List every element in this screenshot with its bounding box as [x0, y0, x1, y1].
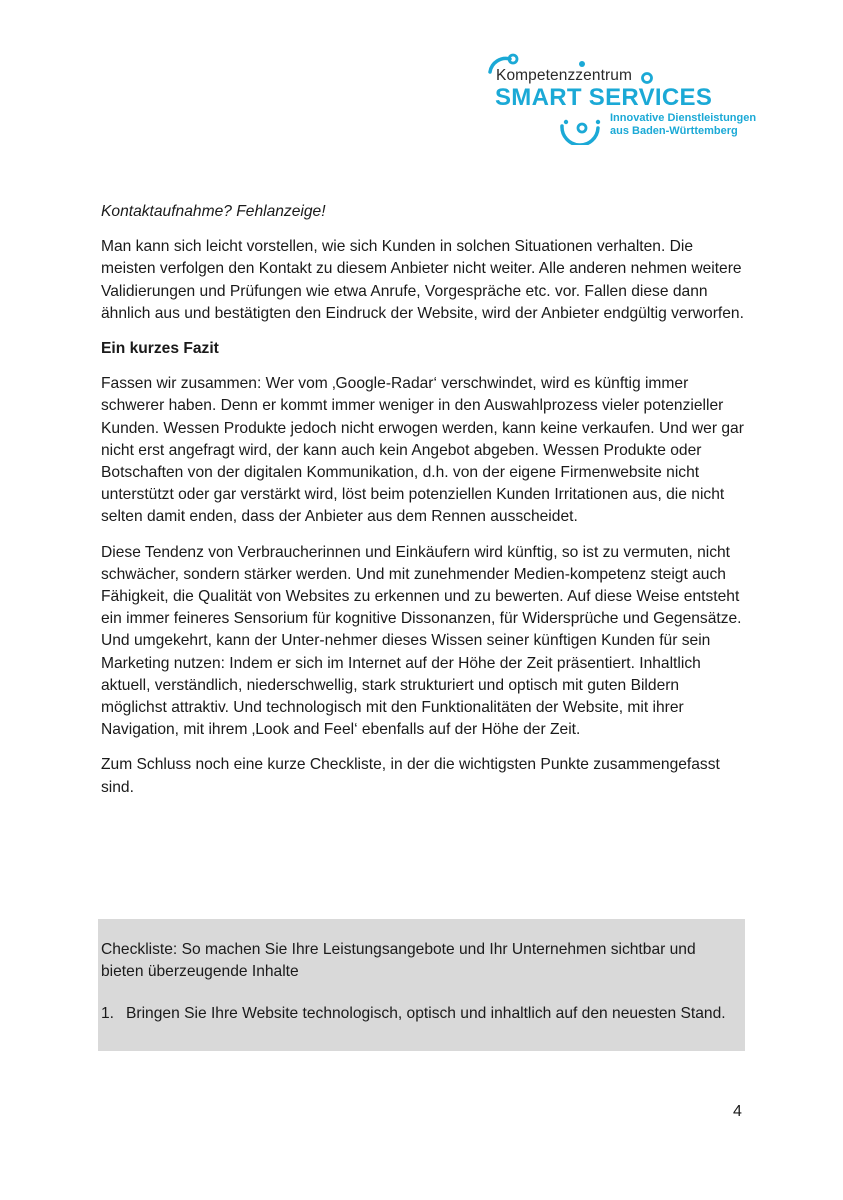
logo-main-text: SMART SERVICES	[495, 84, 713, 111]
paragraph-2: Fassen wir zusammen: Wer vom ‚Google-Radar‘ verschwindet, wird es künftig immer schwerer haben. Denn er kommt immer weniger in den Auswahlprozess vieler potenzieller Kunden. Wessen Produkte jedoch nicht erwogen werden, kann keine verkaufen. Und wer gar nicht erst angefragt wird, der kann auch kein Angebot abgeben. Wessen Produkte oder Botschaften von der digitalen Kommunikation, d.h. von der eigene Firmenwebsite nicht unterstützt oder gar verstärkt wird, löst beim potenziellen Kunden Irritationen aus, die nicht selten damit enden, dass der Anbieter aus dem Rennen ausscheidet.	[101, 375, 744, 526]
logo-subtitle-line-1: Innovative Dienstleistungen	[610, 112, 757, 124]
checklist-box	[98, 919, 745, 1051]
logo-subtitle	[610, 112, 756, 138]
logo-subtitle-line-2: aus Baden-Württemberg	[610, 125, 738, 137]
intro-line: Kontaktaufnahme? Fehlanzeige!	[101, 203, 326, 220]
logo	[480, 50, 757, 145]
paragraph-3: Diese Tendenz von Verbraucherinnen und Einkäufern wird künftig, so ist zu vermuten, nicht schwächer, sondern stärker werden. Und mit zunehmender Medien-kompetenz steigt auch Fähigkeit, die Qualität von Websites zu erkennen und zu bewerten. Auf diese Weise entsteht ein immer feineres Sensorium für kognitive Dissonanzen, für Widersprüche und Gegensätze. Und umgekehrt, kann der Unter-nehmer dieses Wissen seiner künftigen Kunden für sein Marketing nutzen: Indem er sich im Internet auf der Höhe der Zeit präsentiert. Inhaltlich aktuell, verständlich, niederschwellig, stark strukturiert und optisch mit guten Bildern möglichst attraktiv. Und technologisch mit den Funktionalitäten der Website, mit ihrer Navigation, mit ihrem ‚Look and Feel‘ ebenfalls auf der Höhe der Zeit.	[101, 543, 742, 739]
checklist-item-text: Bringen Sie Ihre Website technologisch, optisch und inhaltlich auf den neuesten Stand.	[126, 1005, 726, 1022]
checklist-item-number: 1.	[101, 1005, 115, 1022]
paragraph-4: Zum Schluss noch eine kurze Checkliste, in der die wichtigsten Punkte zusammengefasst sind.	[101, 756, 720, 796]
page-number: 4	[733, 1103, 742, 1120]
logo-top-text: Kompetenzzentrum	[496, 67, 632, 84]
section-heading: Ein kurzes Fazit	[101, 340, 219, 358]
checklist-title: Checkliste: So machen Sie Ihre Leistungsangebote und Ihr Unternehmen sichtbar und bieten überzeugende Inhalte	[101, 941, 696, 981]
document-body	[101, 201, 746, 812]
paragraph-1: Man kann sich leicht vorstellen, wie sich Kunden in solchen Situationen verhalten. Die meisten verfolgen den Kontakt zu diesem Anbieter nicht weiter. Alle anderen nehmen weitere Validierungen und Prüfungen wie etwa Anrufe, Vorgespräche etc. vor. Fallen diese dann ähnlich aus und bestätigten den Eindruck der Website, wird der Anbieter endgültig verworfen.	[101, 238, 744, 322]
checklist-item	[101, 1003, 741, 1025]
